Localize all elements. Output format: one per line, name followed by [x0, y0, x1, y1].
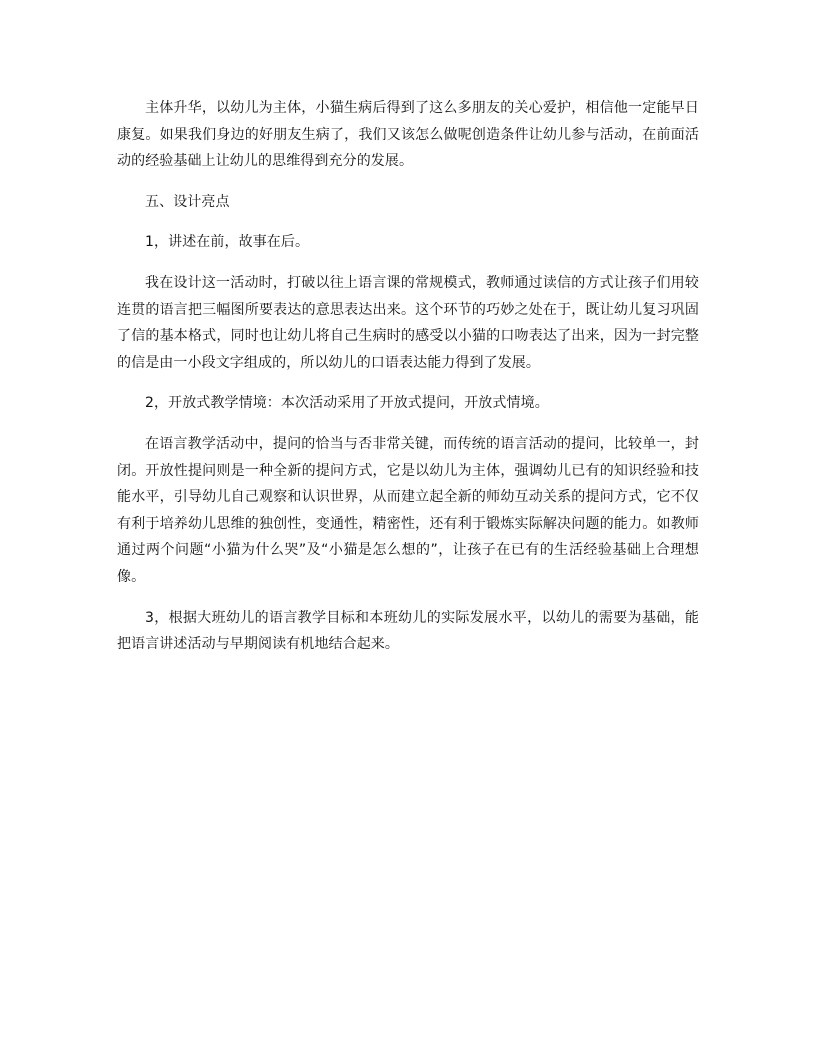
highlight-item-1-body: 我在设计这一活动时，打破以往上语言课的常规模式，教师通过读信的方式让孩子们用较连贯的语言把三幅图所要表达的意思表达出来。这个环节的巧妙之处在于，既让幼儿复习巩固了信的基本格式，同时也让幼儿将自己生病时的感受以小猫的口吻表达了出来，因为一封完整的信是由一小段文字组成的，所以幼儿的口语表达能力得到了发展。 [117, 274, 699, 371]
paragraph-spacer [117, 417, 699, 431]
paragraph-spacer [117, 175, 699, 189]
highlight-item-1-heading: 1，讲述在前，故事在后。 [145, 234, 310, 251]
document-body [117, 95, 699, 658]
paragraph-spacer [117, 376, 699, 390]
paragraph-spacer [117, 591, 699, 605]
paragraph-spacer [117, 215, 699, 229]
highlight-item-3: 3，根据大班幼儿的语言教学目标和本班幼儿的实际发展水平，以幼儿的需要为基础，能把语言讲述活动与早期阅读有机地结合起来。 [117, 609, 699, 653]
paragraph-summary: 主体升华，以幼儿为主体，小猫生病后得到了这么多朋友的关心爱护，相信他一定能早日康复。如果我们身边的好朋友生病了，我们又该怎么做呢创造条件让幼儿参与活动，在前面活动的经验基础上让幼儿的思维得到充分的发展。 [117, 100, 699, 170]
paragraph-spacer [117, 256, 699, 270]
section-heading-design-highlights: 五、设计亮点 [145, 193, 230, 210]
highlight-item-2-body: 在语言教学活动中，提问的恰当与否非常关键，而传统的语言活动的提问，比较单一，封闭。开放性提问则是一种全新的提问方式，它是以幼儿为主体，强调幼儿已有的知识经验和技能水平，引导幼儿自己观察和认识世界，从而建立起全新的师幼互动关系的提问方式，它不仅有利于培养幼儿思维的独创性，变通性，精密性，还有利于锻炼实际解决问题的能力。如教师通过两个问题“小猫为什么哭”及“小猫是怎么想的”，让孩子在已有的生活经验基础上合理想像。 [117, 435, 699, 585]
highlight-item-2-heading: 2，开放式教学情境：本次活动采用了开放式提问，开放式情境。 [145, 395, 549, 412]
